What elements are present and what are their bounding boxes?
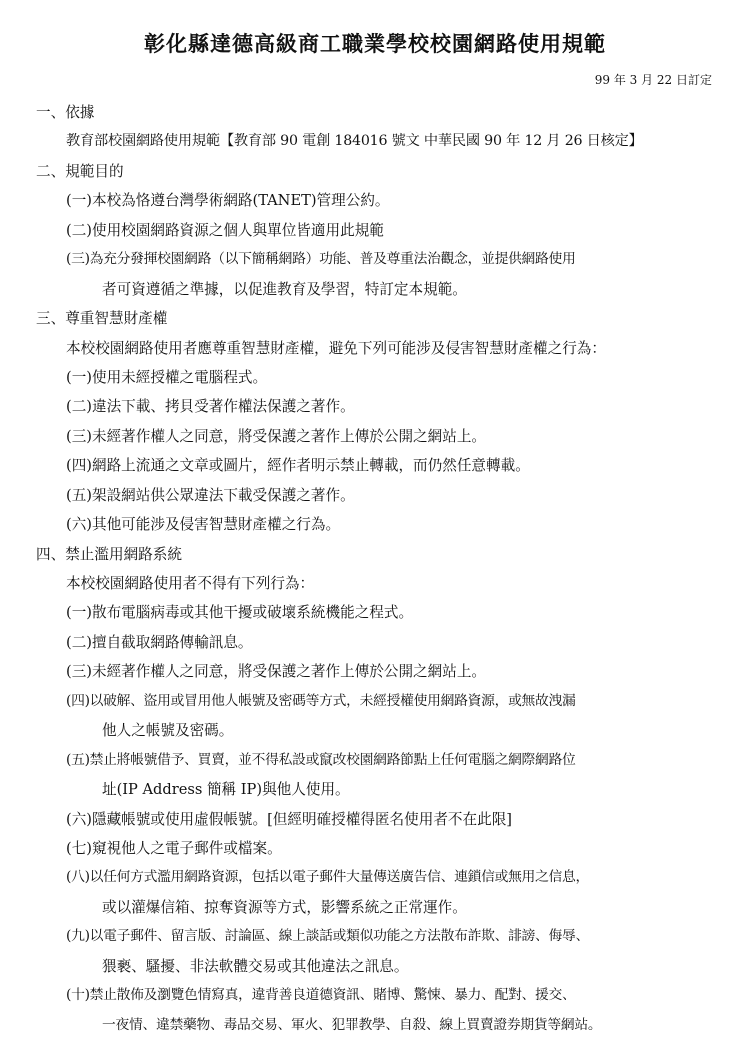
abuse-item: (一)散布電腦病毒或其他干擾或破壞系統機能之程式。	[66, 604, 414, 622]
abuse-item: (七)窺視他人之電子郵件或檔案。	[66, 839, 282, 857]
section-heading-ip: 三、尊重智慧財產權	[36, 310, 168, 328]
ip-intro: 本校校園網路使用者應尊重智慧財產權，避免下列可能涉及侵害智慧財產權之行為：	[66, 339, 606, 357]
ip-item: (二)違法下載、拷貝受著作權法保護之著作。	[66, 398, 355, 416]
abuse-item: (九)以電子郵件、留言版、討論區、線上談話或類似功能之方法散布詐欺、誹謗、侮辱、	[66, 928, 590, 945]
ip-item: (四)網路上流通之文章或圖片，經作者明示禁止轉載，而仍然任意轉載。	[66, 457, 530, 475]
abuse-item-continuation: 猥褻、騷擾、非法軟體交易或其他違法之訊息。	[102, 957, 409, 975]
document-body	[0, 98, 750, 1040]
document-title: 彰化縣達德高級商工職業學校校園網路使用規範	[144, 31, 606, 56]
abuse-item: (五)禁止將帳號借予、買賣，並不得私設或竄改校園網路節點上任何電腦之網際網路位	[66, 751, 576, 768]
abuse-item: (二)擅自截取網路傳輸訊息。	[66, 633, 253, 651]
section-heading-purpose: 二、規範目的	[36, 162, 124, 180]
abuse-item: (三)未經著作權人之同意，將受保護之著作上傳於公開之網站上。	[66, 663, 487, 681]
abuse-item-continuation: 址(IP Address 簡稱 IP)與他人使用。	[102, 781, 350, 799]
abuse-item: (十)禁止散佈及瀏覽色情寫真，違背善良道德資訊、賭博、驚悚、暴力、配對、援交、	[66, 987, 576, 1004]
abuse-item: (八)以任何方式濫用網路資源，包括以電子郵件大量傳送廣告信、連鎖信或無用之信息，	[66, 869, 590, 886]
abuse-intro: 本校校園網路使用者不得有下列行為：	[66, 575, 315, 592]
section-heading-abuse: 四、禁止濫用網路系統	[36, 545, 182, 563]
ip-item: (一)使用未經授權之電腦程式。	[66, 368, 268, 386]
section-heading-basis: 一、依據	[36, 104, 95, 121]
purpose-item: (二)使用校園網路資源之個人與單位皆適用此規範	[66, 221, 384, 239]
enactment-date: 99 年 3 月 22 日訂定	[594, 73, 712, 87]
abuse-item-continuation: 他人之帳號及密碼。	[102, 722, 234, 740]
purpose-item-continuation: 者可資遵循之準據，以促進教育及學習，特訂定本規範。	[102, 280, 467, 298]
abuse-item-continuation: 一夜情、違禁藥物、毒品交易、軍火、犯罪教學、自殺、線上買賣證券期貨等網站。	[102, 1016, 602, 1033]
ip-item: (五)架設網站供公眾違法下載受保護之著作。	[66, 486, 355, 504]
abuse-item: (六)隱藏帳號或使用虛假帳號。[但經明確授權得匿名使用者不在此限]	[66, 810, 512, 828]
abuse-item: (四)以破解、盜用或冒用他人帳號及密碼等方式，未經授權使用網路資源，或無故洩漏	[66, 692, 576, 709]
purpose-item: (一)本校為恪遵台灣學術網路(TANET)管理公約。	[66, 192, 390, 210]
abuse-item-continuation: 或以灌爆信箱、掠奪資源等方式，影響系統之正常運作。	[102, 898, 467, 916]
ip-item: (三)未經著作權人之同意，將受保護之著作上傳於公開之網站上。	[66, 427, 487, 445]
ip-item: (六)其他可能涉及侵害智慧財產權之行為。	[66, 516, 341, 534]
purpose-item: (三)為充分發揮校園網路（以下簡稱網路）功能、普及尊重法治觀念，並提供網路使用	[66, 251, 576, 268]
basis-text: 教育部校園網路使用規範【教育部 90 電創 184016 號文 中華民國 90 年 12 月 26 日核定】	[66, 133, 643, 150]
